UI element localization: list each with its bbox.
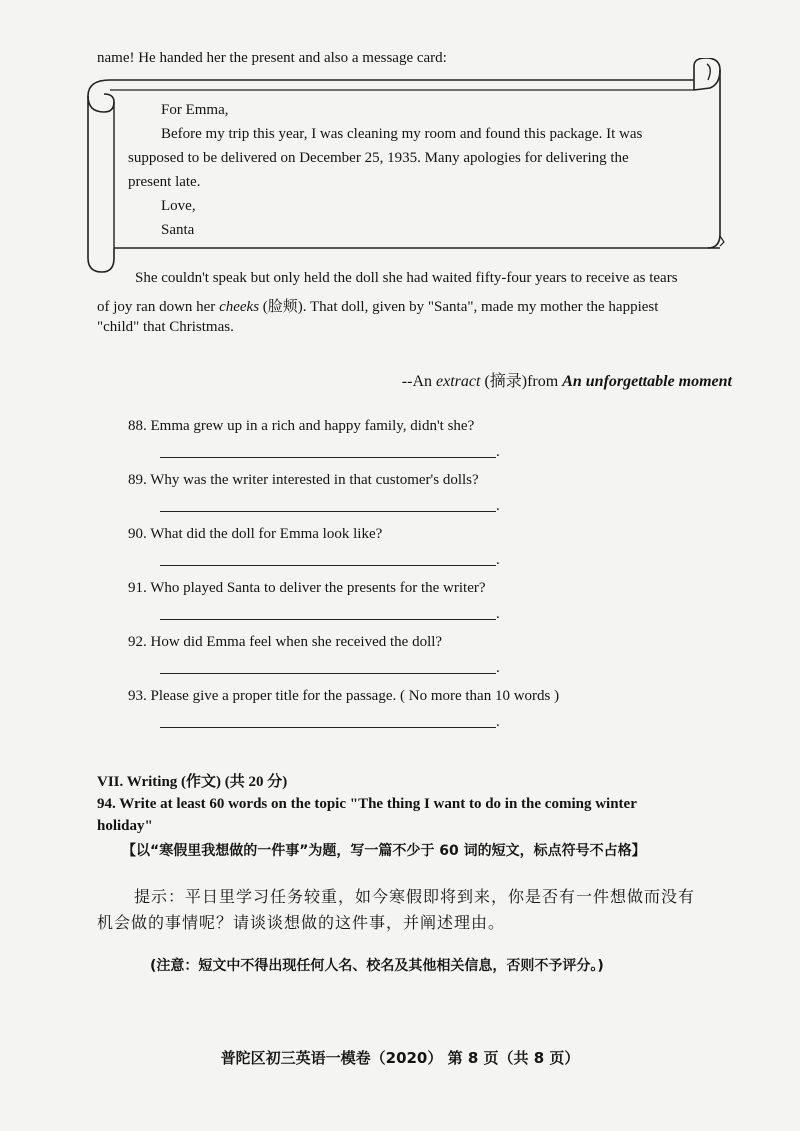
writing-task-line-1: 94. Write at least 60 words on the topic "The thing I want to do in the coming winter [97, 796, 637, 812]
question-91: 91. Who played Santa to deliver the presents for the writer? [128, 580, 486, 596]
paragraph-line-3: "child" that Christmas. [97, 319, 234, 335]
writing-task-line-2: holiday" [97, 818, 153, 834]
answer-dot: . [496, 606, 500, 622]
message-card-scroll [80, 58, 725, 278]
paragraph-cheeks: cheeks [219, 299, 260, 315]
paragraph-line-2-a: of joy ran down her [97, 299, 220, 315]
question-90: 90. What did the doll for Emma look like? [128, 526, 383, 542]
card-signature: Santa [161, 222, 195, 238]
answer-line-91[interactable] [160, 619, 496, 620]
source-attribution [402, 368, 732, 391]
intro-line: name! He handed her the present and also a message card: [97, 50, 447, 66]
writing-section-title: VII. Writing (作文) (共 20 分) [97, 774, 288, 790]
answer-dot: . [496, 498, 500, 514]
card-line-1: Before my trip this year, I was cleaning my room and found this package. It was [161, 126, 643, 142]
source-middle: (摘录)from [480, 373, 563, 390]
card-closing: Love, [161, 198, 196, 214]
writing-note: (注意：短文中不得出现任何人名、校名及其他相关信息，否则不予评分。) [150, 958, 604, 974]
question-93: 93. Please give a proper title for the passage. ( No more than 10 words ) [128, 688, 560, 704]
answer-line-90[interactable] [160, 565, 496, 566]
answer-dot: . [496, 714, 500, 730]
writing-hint-line-1: 提示：平日里学习任务较重，如今寒假即将到来，你是否有一件想做而没有 [134, 887, 696, 906]
answer-line-89[interactable] [160, 511, 496, 512]
card-line-2: supposed to be delivered on December 25, 1935. Many apologies for delivering the [128, 150, 629, 166]
card-line-3: present late. [128, 174, 201, 190]
answer-dot: . [496, 444, 500, 460]
paragraph-line-1: She couldn't speak but only held the doll she had waited fifty-four years to receive as tears [135, 270, 678, 286]
question-88: 88. Emma grew up in a rich and happy family, didn't she? [128, 418, 475, 434]
answer-line-92[interactable] [160, 673, 496, 674]
paragraph-line-2-b: (脸颊). That doll, given by "Santa", made my mother the happiest [259, 299, 659, 315]
source-title: An unforgettable moment [562, 373, 732, 390]
source-prefix: --An [401, 373, 437, 390]
source-extract: extract [436, 373, 481, 390]
question-89: 89. Why was the writer interested in that customer's dolls? [128, 472, 479, 488]
page-footer: 普陀区初三英语一模卷（2020） 第 8 页（共 8 页） [220, 1049, 580, 1067]
question-92: 92. How did Emma feel when she received the doll? [128, 634, 443, 650]
answer-line-93[interactable] [160, 727, 496, 728]
answer-dot: . [496, 552, 500, 568]
writing-cn-instruction: 【以“寒假里我想做的一件事”为题，写一篇不少于 60 词的短文，标点符号不占格】 [122, 843, 646, 859]
card-greeting: For Emma, [161, 102, 229, 118]
answer-line-88[interactable] [160, 457, 496, 458]
writing-hint-line-2: 机会做的事情呢？请谈谈想做的这件事，并阐述理由。 [97, 913, 506, 932]
answer-dot: . [496, 660, 500, 676]
paragraph-line-2 [97, 295, 658, 316]
